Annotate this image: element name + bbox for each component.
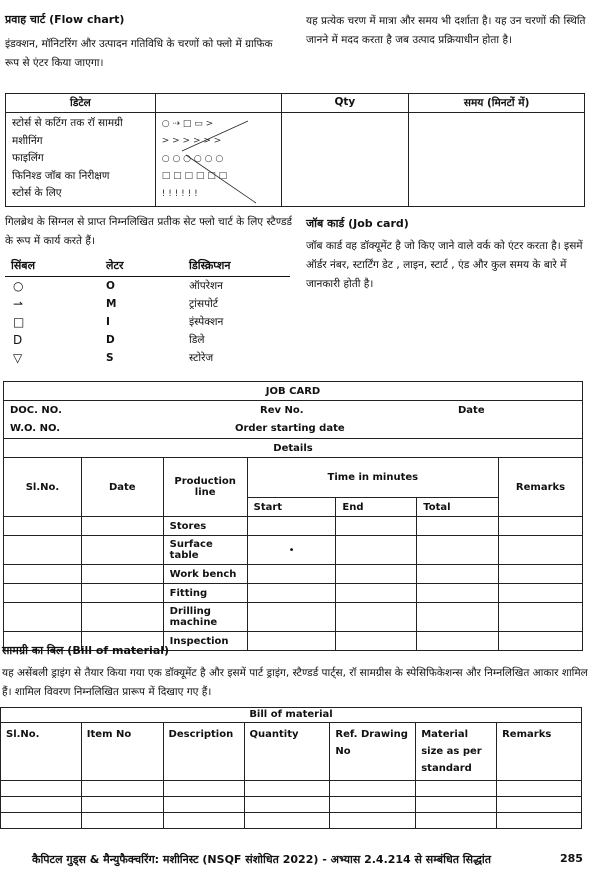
table-cell — [247, 632, 336, 651]
symbol-header-description: डिस्क्रिप्शन — [183, 255, 290, 277]
transport-symbol-icon: ⇀ — [13, 296, 24, 311]
table-cell — [499, 517, 583, 536]
table-cell — [417, 603, 499, 632]
bom-title: Bill of material — [1, 708, 582, 723]
table-cell — [247, 565, 336, 584]
table-cell — [81, 565, 163, 584]
flow-symbol-row: ○ ⇢ □ ▭ > — [161, 118, 214, 129]
table-cell — [81, 536, 163, 565]
flow-row-label: फिनिश्ड जॉब का निरीक्षण — [12, 169, 110, 182]
bom-cell — [416, 797, 497, 813]
symbol-letter: I — [106, 315, 110, 328]
delay-symbol-icon: D — [13, 332, 23, 347]
job-card-heading: जॉब कार्ड (Job card) — [306, 217, 409, 230]
operation-symbol-icon: ○ — [13, 278, 24, 293]
bom-col-remarks: Remarks — [497, 723, 582, 781]
job-card-doc-row — [4, 401, 583, 420]
order-start-label: Order starting date — [235, 423, 345, 435]
symbol-description: डिले — [189, 333, 205, 346]
bom-cell — [330, 813, 416, 829]
table-cell — [499, 632, 583, 651]
bom-cell — [1, 813, 82, 829]
table-cell — [4, 584, 82, 603]
symbol-table — [5, 255, 290, 367]
table-cell — [336, 536, 417, 565]
bom-cell — [244, 797, 330, 813]
bom-cell — [163, 781, 244, 797]
table-cell — [247, 584, 336, 603]
production-line-name: Work bench — [163, 565, 247, 584]
table-cell — [336, 565, 417, 584]
bom-col-ref-drawing: Ref. Drawing No — [330, 723, 416, 781]
bom-col-item-no: Item No — [81, 723, 163, 781]
flow-symbol-row: ○ ○ ○ ○ ○ ○ — [161, 153, 224, 164]
bom-cell — [416, 813, 497, 829]
bom-cell — [244, 781, 330, 797]
production-line-name: Inspection — [163, 632, 247, 651]
table-cell — [4, 565, 82, 584]
production-line-name: Drilling machine — [163, 603, 247, 632]
production-line-name: Fitting — [163, 584, 247, 603]
bom-col-material-size: Material size as per standard — [416, 723, 497, 781]
table-cell — [499, 565, 583, 584]
col-production-line: Production line — [163, 458, 247, 517]
symbol-letter: O — [106, 279, 115, 292]
bom-cell — [1, 781, 82, 797]
job-card-title: JOB CARD — [4, 382, 583, 401]
symbol-letter: S — [106, 351, 114, 364]
production-line-name: Stores — [163, 517, 247, 536]
symbol-description: ट्रांसपोर्ट — [189, 297, 219, 310]
job-card-text: जॉब कार्ड वह डॉक्यूमेंट है जो किए जाने वाले वर्क को एंटर करता है। इसमें ऑर्डर नंबर, स्टार्टिंग डेट , लाइन, स्टार्ट , एंड और कुल समय के बारे में जानकारी होती है। — [306, 240, 583, 290]
col-start: Start — [247, 498, 336, 517]
rev-no-label: Rev No. — [260, 404, 304, 416]
table-cell — [4, 536, 82, 565]
table-cell — [247, 517, 336, 536]
inspection-symbol-icon: □ — [13, 314, 25, 329]
bom-col-quantity: Quantity — [244, 723, 330, 781]
col-remarks: Remarks — [499, 458, 583, 517]
flow-symbol-cell — [155, 113, 281, 207]
bom-cell — [81, 797, 163, 813]
flow-qty-cell — [281, 113, 409, 207]
job-card-table — [3, 381, 583, 651]
flow-row-label: स्टोर्स से कटिंग तक रॉ सामग्री — [12, 117, 123, 129]
flow-header-detail: डिटेल — [6, 94, 156, 113]
table-cell — [4, 603, 82, 632]
flow-chart-heading: प्रवाह चार्ट (Flow chart) — [5, 13, 125, 26]
storage-symbol-icon: ▽ — [13, 350, 23, 365]
bom-table — [0, 707, 582, 829]
bom-cell — [497, 813, 582, 829]
table-cell — [336, 517, 417, 536]
flow-row-label: मशीनिंग — [12, 134, 43, 147]
col-sl-no: Sl.No. — [4, 458, 82, 517]
table-cell — [4, 517, 82, 536]
table-cell — [81, 584, 163, 603]
table-cell — [417, 536, 499, 565]
table-cell — [247, 603, 336, 632]
details-label: Details — [4, 439, 583, 458]
bom-cell — [330, 781, 416, 797]
table-cell — [417, 632, 499, 651]
flow-header-time: समय (मिनटों में) — [409, 94, 585, 113]
doc-no-label: DOC. NO. — [10, 404, 62, 416]
table-cell — [336, 632, 417, 651]
bom-cell — [1, 797, 82, 813]
symbol-header-letter: लेटर — [100, 255, 183, 277]
table-cell — [499, 603, 583, 632]
col-date: Date — [81, 458, 163, 517]
bom-col-sl-no: Sl.No. — [1, 723, 82, 781]
footer-text: कैपिटल गुड्स & मैन्युफैक्चरिंग: मशीनिस्ट (NSQF संशोधित 2022) - अभ्यास 2.4.214 से सम्बंधित सिद्धांत — [32, 853, 491, 866]
symbol-letter: M — [106, 297, 117, 310]
bom-cell — [244, 813, 330, 829]
flow-symbol-row: ! ! ! ! ! ! — [161, 188, 198, 199]
flow-connector-lines — [156, 113, 282, 207]
flow-header-qty: Qty — [281, 94, 409, 113]
col-end: End — [336, 498, 417, 517]
table-cell — [499, 536, 583, 565]
bom-cell — [163, 797, 244, 813]
flow-row-label: स्टोर्स के लिए — [12, 187, 62, 199]
symbol-description: इंस्पेक्शन — [189, 315, 224, 328]
bom-cell — [163, 813, 244, 829]
bom-cell — [416, 781, 497, 797]
flow-time-cell — [409, 113, 585, 207]
table-cell — [336, 584, 417, 603]
col-time-minutes: Time in minutes — [247, 458, 498, 498]
symbol-header-symbol: सिंबल — [5, 255, 100, 277]
flow-header-symbols — [155, 94, 281, 113]
production-line-name: Surface table — [163, 536, 247, 565]
table-cell — [417, 517, 499, 536]
table-cell — [417, 565, 499, 584]
flow-symbol-row: > > > > > > — [161, 136, 222, 147]
bom-cell — [81, 813, 163, 829]
col-total: Total — [417, 498, 499, 517]
page-number: 285 — [560, 852, 583, 865]
table-cell — [417, 584, 499, 603]
wo-no-label: W.O. NO. — [10, 423, 61, 435]
table-cell — [81, 517, 163, 536]
bom-cell — [81, 781, 163, 797]
table-cell — [81, 603, 163, 632]
symbol-description: ऑपरेशन — [189, 279, 223, 292]
job-card-wo-row — [4, 420, 583, 439]
table-cell — [499, 584, 583, 603]
bom-heading: सामग्री का बिल (Bill of material) — [2, 644, 170, 657]
date-label: Date — [458, 404, 485, 416]
bom-cell — [330, 797, 416, 813]
flow-row-label: फाइलिंग — [12, 152, 44, 164]
bom-cell — [497, 797, 582, 813]
flow-detail-cell — [6, 113, 156, 207]
dot-mark: • — [247, 536, 336, 565]
symbols-intro: गिलब्रेथ के सिग्नल से प्राप्त निम्नलिखित प्रतीक सेट फ्लो चार्ट के लिए स्टैण्डर्ड के रूप में कार्य करते हैं। — [5, 216, 293, 247]
table-cell — [336, 603, 417, 632]
bom-cell — [497, 781, 582, 797]
bom-text: यह असेंबली ड्राइंग से तैयार किया गया एक डॉक्यूमेंट है और इसमें पार्ट ड्राइंग, स्टैण्डर्ड पार्ट्स, रॉ सामग्रीस के स्पेसिफिकेशन्स और निम्नलिखित आकार शामिल हैं। शामिल विवरण निम्नलिखित प्रारूप में दिखाए गए हैं। — [2, 667, 588, 698]
bom-col-description: Description — [163, 723, 244, 781]
flow-symbol-row: □ □ □ □ □ □ — [161, 171, 228, 182]
flow-chart-right-text: यह प्रत्येक चरण में मात्रा और समय भी दर्शाता है। यह उन चरणों की स्थिति जानने में मदद करता है जब उत्पाद प्रक्रियाधीन होता है। — [306, 15, 586, 46]
flow-chart-intro: इंडक्शन, मॉनिटरिंग और उत्पादन गतिविधि के चरणों को फ्लो में ग्राफिक रूप से एंटर किया जाएगा। — [5, 38, 273, 69]
symbol-letter: D — [106, 333, 115, 346]
symbol-description: स्टोरेज — [189, 351, 214, 364]
flow-chart-table — [5, 93, 585, 207]
